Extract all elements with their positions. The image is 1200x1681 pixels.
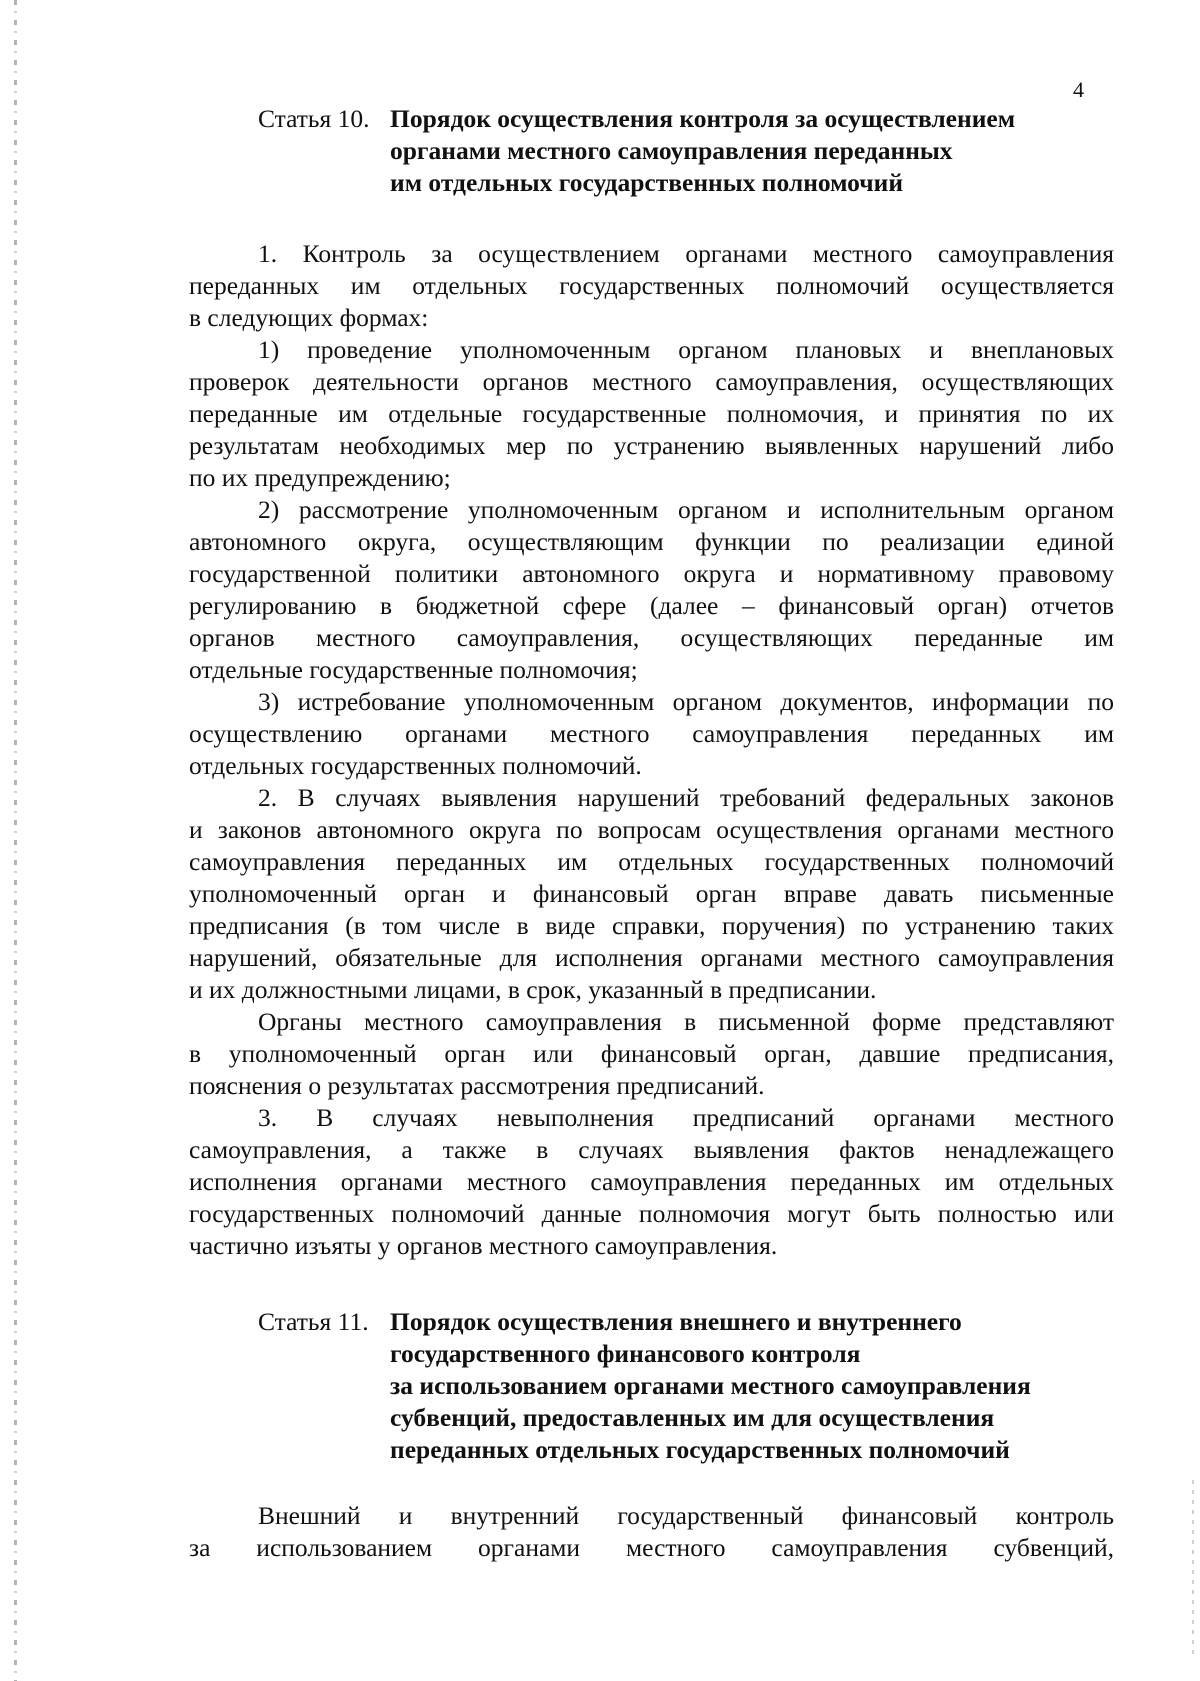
paragraph-line: по их предупреждению; — [189, 463, 451, 492]
paragraph-line: и их должностными лицами, в срок, указанный в предписании. — [189, 975, 877, 1004]
paragraph-line: предписания (в том числе в виде справки, поручения) по устранению таких — [189, 911, 1114, 940]
paragraph-line: нарушений, обязательные для исполнения органами местного самоуправления — [189, 943, 1114, 972]
article-11-title-line: субвенций, предоставленных им для осуществления — [390, 1403, 995, 1432]
paragraph-line: отдельных государственных полномочий. — [189, 751, 642, 780]
paragraph-line: осуществлению органами местного самоуправления переданных им — [189, 719, 1114, 748]
paragraph-line: отдельные государственные полномочия; — [189, 655, 638, 684]
paragraph-line: 3) истребование уполномоченным органом документов, информации по — [258, 687, 1114, 716]
paragraph-line: проверок деятельности органов местного самоуправления, осуществляющих — [189, 367, 1114, 396]
scan-edge-left — [14, 0, 17, 1681]
paragraph-line: Внешний и внутренний государственный финансовый контроль — [258, 1501, 1114, 1530]
article-10-heading — [258, 103, 1015, 199]
paragraph-line: 1) проведение уполномоченным органом плановых и внеплановых — [258, 335, 1114, 364]
scan-edge-right — [1192, 1480, 1194, 1660]
paragraph-line: исполнения органами местного самоуправления переданных им отдельных — [189, 1167, 1114, 1196]
paragraph-line: переданные им отдельные государственные полномочия, и принятия по их — [189, 399, 1114, 428]
paragraph-line: 3. В случаях невыполнения предписаний органами местного — [258, 1103, 1114, 1132]
article-10-title-line: Порядок осуществления контроля за осуществлением — [390, 104, 1016, 133]
paragraph-line: регулированию в бюджетной сфере (далее – финансовый орган) отчетов — [189, 591, 1114, 620]
paragraph-line: уполномоченный орган и финансовый орган вправе давать письменные — [189, 879, 1114, 908]
article-10-title-line: органами местного самоуправления переданных — [390, 136, 953, 165]
paragraph-line: самоуправления, а также в случаях выявления фактов ненадлежащего — [189, 1135, 1114, 1164]
article-10-label: Статья 10. — [258, 104, 370, 133]
paragraph-line: за использованием органами местного самоуправления субвенций, — [189, 1533, 1114, 1562]
paragraph-line: переданных им отдельных государственных полномочий осуществляется — [189, 271, 1114, 300]
paragraph-line: государственных полномочий данные полномочия могут быть полностью или — [189, 1199, 1114, 1228]
article-11-title-line: за использованием органами местного самоуправления — [390, 1371, 1031, 1400]
article-11-title-line: Порядок осуществления внешнего и внутреннего — [390, 1307, 962, 1336]
paragraph-line: частично изъяты у органов местного самоуправления. — [189, 1231, 778, 1260]
article-10-title-line: им отдельных государственных полномочий — [390, 168, 904, 197]
paragraph-line: автономного округа, осуществляющим функции по реализации единой — [189, 527, 1114, 556]
paragraph-line: пояснения о результатах рассмотрения предписаний. — [189, 1071, 765, 1100]
article-11-title-line: государственного финансового контроля — [390, 1339, 861, 1368]
paragraph-line: 1. Контроль за осуществлением органами местного самоуправления — [258, 239, 1114, 268]
paragraph-line: результатам необходимых мер по устранению выявленных нарушений либо — [189, 431, 1114, 460]
paragraph-line: самоуправления переданных им отдельных государственных полномочий — [189, 847, 1114, 876]
article-10-body — [189, 238, 1114, 1262]
page-number: 4 — [1073, 77, 1084, 102]
paragraph-line: 2) рассмотрение уполномоченным органом и исполнительным органом — [258, 495, 1114, 524]
paragraph-line: государственной политики автономного округа и нормативному правовому — [189, 559, 1114, 588]
article-11-label: Статья 11. — [258, 1307, 369, 1336]
article-11-heading — [258, 1306, 1031, 1466]
article-11-title-line: переданных отдельных государственных полномочий — [390, 1435, 1010, 1464]
paragraph-line: в уполномоченный орган или финансовый орган, давшие предписания, — [189, 1039, 1114, 1068]
paragraph-line: в следующих формах: — [189, 303, 429, 332]
paragraph-line: и законов автономного округа по вопросам осуществления органами местного — [189, 815, 1114, 844]
article-11-body — [189, 1500, 1114, 1564]
paragraph-line: 2. В случаях выявления нарушений требований федеральных законов — [258, 783, 1114, 812]
paragraph-line: Органы местного самоуправления в письменной форме представляют — [258, 1007, 1114, 1036]
paragraph-line: органов местного самоуправления, осуществляющих переданные им — [189, 623, 1114, 652]
